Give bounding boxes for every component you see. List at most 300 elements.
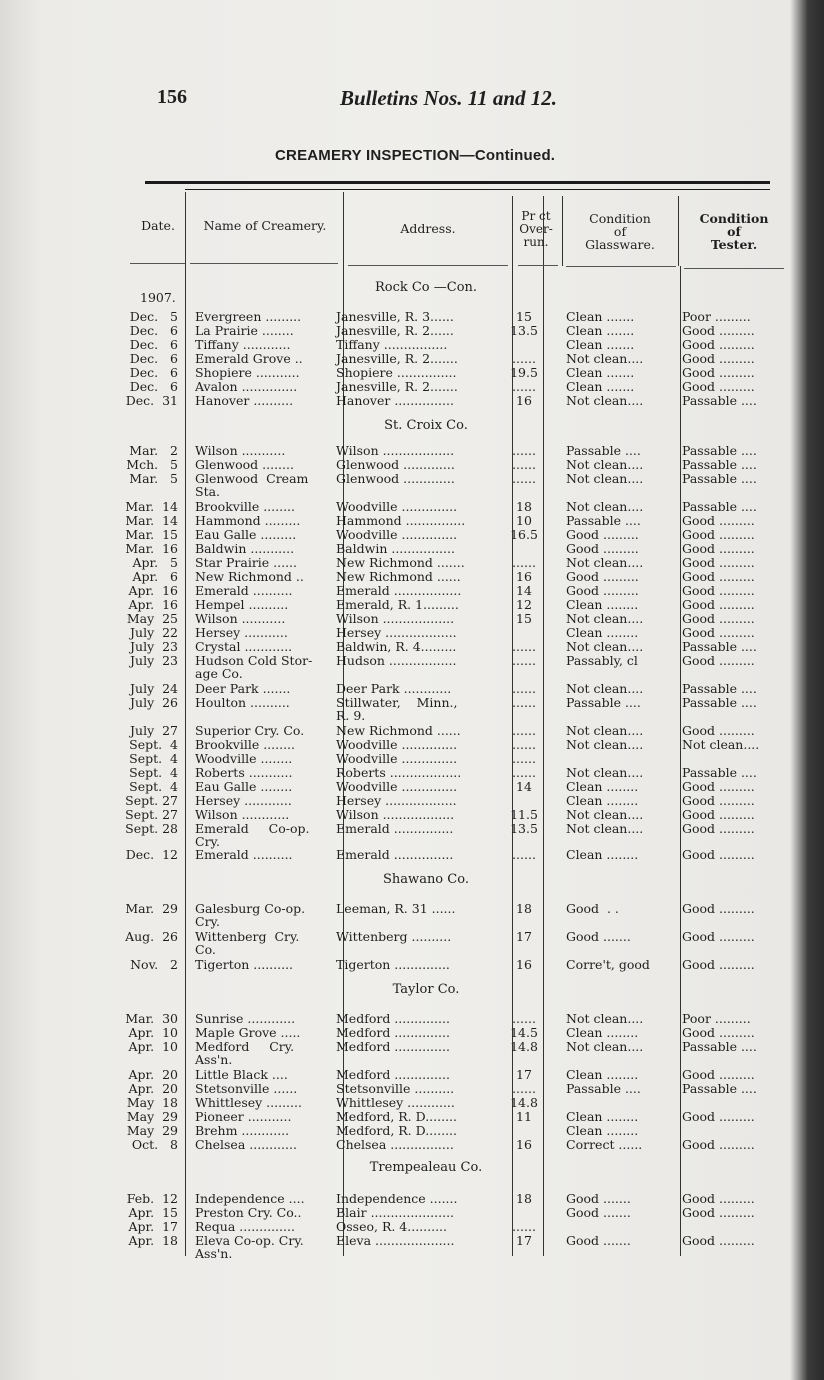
row-glassware-condition: Clean ........ [566, 1123, 639, 1138]
row-overrun: 16 [516, 1137, 532, 1152]
header-glassware-line: of [613, 224, 627, 239]
header-date: Date. [141, 218, 175, 233]
row-glassware-condition: Not clean.... [566, 457, 644, 472]
row-glassware-condition: Not clean.... [566, 737, 644, 752]
row-glassware-condition: Not clean.... [566, 611, 644, 626]
header-overrun [513, 210, 559, 249]
row-overrun: 17 [516, 929, 532, 944]
row-address: Wilson .................. [336, 807, 455, 822]
row-overrun: 14 [516, 583, 532, 598]
row-glassware-condition: Good ....... [566, 929, 631, 944]
row-address: New Richmond ...... [336, 723, 461, 738]
row-creamery-name: Wilson ........... [195, 443, 286, 458]
row-address: Medford .............. [336, 1025, 450, 1040]
county-heading: Trempealeau Co. [369, 1160, 483, 1175]
row-glassware-condition: Not clean.... [566, 821, 644, 836]
row-date: July 23 [130, 639, 178, 654]
row-overrun: 19.5 [510, 365, 538, 380]
row-creamery-name: Star Prairie ...... [195, 555, 298, 570]
row-tester-condition: Good ......... [682, 379, 755, 394]
row-creamery-name: Little Black .... [195, 1067, 288, 1082]
row-date: Mar. 2 [129, 443, 178, 458]
row-creamery-name: Evergreen ......... [195, 309, 302, 324]
row-creamery-name: Independence .... [195, 1191, 305, 1206]
row-date: Sept. 4 [129, 751, 178, 766]
row-glassware-condition: Good ......... [566, 527, 639, 542]
row-tester-condition: Passable .... [682, 1039, 757, 1054]
row-overrun: 16 [516, 569, 532, 584]
row-address: Hersey .................. [336, 793, 457, 808]
row-overrun: 18 [516, 499, 532, 514]
row-tester-condition: Good ......... [682, 611, 755, 626]
row-overrun: ...... [512, 737, 536, 752]
row-address: Emerald ............... [336, 821, 454, 836]
row-address: Hanover ............... [336, 393, 454, 408]
row-overrun: 18 [516, 1191, 532, 1206]
row-creamery-name: Hersey ........... [195, 625, 288, 640]
header-tester-line: of [727, 224, 741, 239]
row-address: Tigerton .............. [336, 957, 450, 972]
row-tester-condition: Good ......... [682, 527, 755, 542]
row-address: Tiffany ................ [336, 337, 448, 352]
row-tester-condition: Good ......... [682, 1109, 755, 1124]
row-address: Chelsea ................ [336, 1137, 454, 1152]
row-address: Hammond ............... [336, 513, 466, 528]
row-creamery-name: Roberts ........... [195, 765, 293, 780]
header-underline [130, 263, 185, 264]
row-overrun: 13.5 [510, 821, 538, 836]
row-tester-condition: Passable .... [682, 639, 757, 654]
row-date: Apr. 17 [128, 1219, 178, 1234]
row-date: Aug. 26 [125, 929, 178, 944]
row-glassware-condition: Passable .... [566, 695, 641, 710]
row-address: Stetsonville .......... [336, 1081, 455, 1096]
row-creamery-name: Glenwood ........ [195, 457, 294, 472]
row-tester-condition: Good ......... [682, 323, 755, 338]
row-address: Shopiere ............... [336, 365, 457, 380]
row-address: Baldwin, R. 4......... [336, 639, 457, 654]
row-creamery-name: Maple Grove ..... [195, 1025, 301, 1040]
header-overrun-line: run. [523, 235, 549, 249]
row-creamery-name: Brookville ........ [195, 499, 295, 514]
row-address: Eleva .................... [336, 1233, 455, 1248]
row-glassware-condition: Not clean.... [566, 1039, 644, 1054]
row-glassware-condition: Passable .... [566, 1081, 641, 1096]
header-tester-line: Condition [699, 211, 769, 226]
row-overrun: ...... [512, 653, 536, 668]
row-glassware-condition: Clean ....... [566, 365, 635, 380]
row-glassware-condition: Clean ....... [566, 309, 635, 324]
row-glassware-condition: Not clean.... [566, 723, 644, 738]
row-tester-condition: Good ......... [682, 625, 755, 640]
row-tester-condition: Not clean.... [682, 737, 760, 752]
row-creamery-name: Glenwood Cream Sta. [195, 471, 309, 499]
row-address: Independence ....... [336, 1191, 458, 1206]
row-creamery-name: Emerald Co-op. Cry. [195, 821, 310, 849]
header-glassware-line: Condition [589, 211, 651, 226]
county-heading: Shawano Co. [383, 872, 469, 887]
row-tester-condition: Good ......... [682, 513, 755, 528]
row-tester-condition: Good ......... [682, 365, 755, 380]
row-tester-condition: Good ......... [682, 541, 755, 556]
row-creamery-name: Brehm ............ [195, 1123, 290, 1138]
row-overrun: ...... [512, 1219, 536, 1234]
row-date: July 23 [130, 653, 178, 668]
row-date: Apr. 16 [128, 583, 178, 598]
row-glassware-condition: Not clean.... [566, 681, 644, 696]
row-address: Woodville .............. [336, 751, 458, 766]
county-heading: Taylor Co. [392, 982, 460, 997]
row-tester-condition: Good ......... [682, 847, 755, 862]
row-address: Wilson .................. [336, 443, 455, 458]
row-address: Glenwood ............. [336, 471, 455, 486]
row-tester-condition: Good ......... [682, 1205, 755, 1220]
header-overrun-line: Pr ct [521, 209, 551, 223]
row-overrun: 15 [516, 611, 532, 626]
row-address: Leeman, R. 31 ...... [336, 901, 456, 916]
row-date: Dec. 6 [129, 365, 178, 380]
row-tester-condition: Good ......... [682, 1137, 755, 1152]
row-creamery-name: Eau Galle ........ [195, 779, 293, 794]
row-creamery-name: Wittenberg Cry. Co. [195, 929, 300, 957]
row-creamery-name: Pioneer ........... [195, 1109, 292, 1124]
row-overrun: ...... [512, 695, 536, 710]
row-address: Janesville, R. 2...... [336, 323, 454, 338]
row-date: May 18 [126, 1095, 178, 1110]
running-title: Bulletins Nos. 11 and 12. [340, 86, 558, 110]
row-glassware-condition: Not clean.... [566, 499, 644, 514]
row-overrun: 18 [516, 901, 532, 916]
column-rule [680, 266, 681, 1256]
row-creamery-name: Tigerton .......... [195, 957, 294, 972]
row-overrun: 14.8 [510, 1095, 538, 1110]
row-address: Blair ..................... [336, 1205, 455, 1220]
row-creamery-name: Houlton .......... [195, 695, 290, 710]
page-number: 156 [157, 86, 187, 108]
row-creamery-name: Requa .............. [195, 1219, 295, 1234]
row-tester-condition: Passable .... [682, 457, 757, 472]
row-creamery-name: Chelsea ............ [195, 1137, 297, 1152]
row-glassware-condition: Not clean.... [566, 393, 644, 408]
row-overrun: ...... [512, 1081, 536, 1096]
row-tester-condition: Good ......... [682, 1025, 755, 1040]
row-date: Apr. 16 [128, 597, 178, 612]
row-address: Deer Park ............ [336, 681, 452, 696]
row-date: Apr. 15 [128, 1205, 178, 1220]
row-address: Emerald ................. [336, 583, 462, 598]
header-name: Name of Creamery. [203, 218, 327, 233]
row-tester-condition: Passable .... [682, 765, 757, 780]
row-glassware-condition: Good ......... [566, 541, 639, 556]
page-title: CREAMERY INSPECTION—Continued. [275, 147, 556, 164]
row-overrun: ...... [512, 555, 536, 570]
column-rule [562, 196, 563, 266]
row-tester-condition: Good ......... [682, 337, 755, 352]
row-date: Oct. 8 [131, 1137, 178, 1152]
header-underline [518, 265, 558, 266]
row-date: May 29 [126, 1123, 178, 1138]
row-date: Mar. 30 [125, 1011, 178, 1026]
row-creamery-name: Eleva Co-op. Cry. Ass'n. [195, 1233, 304, 1261]
row-overrun: 14.8 [510, 1039, 538, 1054]
row-creamery-name: Deer Park ....... [195, 681, 291, 696]
top-rule [145, 181, 770, 184]
row-date: Dec. 5 [129, 309, 178, 324]
row-overrun: ...... [512, 681, 536, 696]
top-rule-thin [185, 189, 770, 190]
row-date: Apr. 5 [132, 555, 178, 570]
row-glassware-condition: Good . . [566, 901, 619, 916]
row-address: Woodville .............. [336, 499, 458, 514]
header-glassware-line: Glassware. [585, 237, 655, 252]
row-tester-condition: Good ......... [682, 653, 755, 668]
row-overrun: 14 [516, 779, 532, 794]
county-heading: St. Croix Co. [384, 418, 468, 433]
row-tester-condition: Good ......... [682, 821, 755, 836]
header-tester [684, 212, 784, 251]
row-address: Wittenberg .......... [336, 929, 452, 944]
row-address: Hersey .................. [336, 625, 457, 640]
row-date: May 25 [126, 611, 178, 626]
county-heading: Rock Co —Con. [374, 280, 478, 295]
row-tester-condition: Good ......... [682, 793, 755, 808]
row-tester-condition: Good ......... [682, 597, 755, 612]
row-tester-condition: Good ......... [682, 1191, 755, 1206]
row-overrun: ...... [512, 443, 536, 458]
row-tester-condition: Good ......... [682, 1067, 755, 1082]
year-label: 1907. [140, 290, 176, 305]
row-glassware-condition: Good ....... [566, 1205, 631, 1220]
row-date: Dec. 6 [129, 379, 178, 394]
column-rule [543, 196, 544, 1256]
row-date: Dec. 6 [129, 323, 178, 338]
row-tester-condition: Good ......... [682, 957, 755, 972]
row-date: Sept. 28 [125, 821, 178, 836]
row-date: Mar. 16 [125, 541, 178, 556]
row-glassware-condition: Not clean.... [566, 639, 644, 654]
row-glassware-condition: Clean ........ [566, 847, 639, 862]
row-tester-condition: Passable .... [682, 499, 757, 514]
column-rule [678, 196, 679, 266]
row-tester-condition: Good ......... [682, 569, 755, 584]
row-tester-condition: Poor ......... [682, 1011, 751, 1026]
row-tester-condition: Good ......... [682, 807, 755, 822]
row-creamery-name: Hersey ............ [195, 793, 292, 808]
row-date: Dec. 31 [125, 393, 178, 408]
row-address: Roberts .................. [336, 765, 462, 780]
row-overrun: 16 [516, 957, 532, 972]
row-address: New Richmond ....... [336, 555, 465, 570]
row-glassware-condition: Clean ........ [566, 779, 639, 794]
row-address: Emerald ............... [336, 847, 454, 862]
row-creamery-name: Superior Cry. Co. [195, 723, 305, 738]
row-address: Janesville, R. 3...... [336, 309, 454, 324]
header-underline [348, 265, 508, 266]
row-date: July 27 [130, 723, 178, 738]
row-creamery-name: Medford Cry. Ass'n. [195, 1039, 295, 1067]
row-creamery-name: Emerald .......... [195, 583, 293, 598]
row-date: July 26 [130, 695, 178, 710]
row-date: Mar. 15 [125, 527, 178, 542]
header-underline [684, 268, 784, 269]
row-date: Apr. 20 [128, 1067, 178, 1082]
column-rule [185, 192, 186, 1256]
row-glassware-condition: Not clean.... [566, 807, 644, 822]
row-creamery-name: Shopiere ........... [195, 365, 300, 380]
row-creamery-name: Woodville ........ [195, 751, 293, 766]
row-overrun: ...... [512, 639, 536, 654]
row-address: Hudson ................. [336, 653, 457, 668]
row-date: Sept. 4 [129, 779, 178, 794]
row-address: Medford, R. D........ [336, 1109, 457, 1124]
row-overrun: 17 [516, 1233, 532, 1248]
row-overrun: ...... [512, 471, 536, 486]
row-glassware-condition: Clean ........ [566, 625, 639, 640]
row-address: Janesville, R. 2....... [336, 351, 458, 366]
row-address: Wilson .................. [336, 611, 455, 626]
row-glassware-condition: Good ....... [566, 1233, 631, 1248]
row-date: Apr. 10 [128, 1039, 178, 1054]
row-overrun: ...... [512, 847, 536, 862]
row-overrun: ...... [512, 751, 536, 766]
row-tester-condition: Good ......... [682, 1233, 755, 1248]
row-glassware-condition: Clean ....... [566, 337, 635, 352]
row-date: Mch. 5 [126, 457, 178, 472]
row-tester-condition: Passable .... [682, 393, 757, 408]
row-address: Osseo, R. 4.......... [336, 1219, 447, 1234]
row-tester-condition: Good ......... [682, 779, 755, 794]
row-glassware-condition: Corre't, good [566, 957, 650, 972]
row-tester-condition: Passable .... [682, 681, 757, 696]
row-date: Apr. 20 [128, 1081, 178, 1096]
row-date: Sept. 27 [125, 807, 178, 822]
row-tester-condition: Passable .... [682, 695, 757, 710]
row-tester-condition: Poor ......... [682, 309, 751, 324]
row-date: Dec. 12 [125, 847, 178, 862]
row-address: Medford, R. D........ [336, 1123, 457, 1138]
row-date: Sept. 27 [125, 793, 178, 808]
row-tester-condition: Good ......... [682, 351, 755, 366]
row-date: Mar. 29 [125, 901, 178, 916]
row-creamery-name: Wilson ............ [195, 807, 290, 822]
row-creamery-name: Hanover .......... [195, 393, 294, 408]
row-address: Whittlesey ............ [336, 1095, 455, 1110]
row-date: July 22 [130, 625, 178, 640]
row-creamery-name: Eau Galle ......... [195, 527, 297, 542]
row-address: Woodville .............. [336, 527, 458, 542]
row-overrun: 15 [516, 309, 532, 324]
row-overrun: 16.5 [510, 527, 538, 542]
row-creamery-name: Avalon .............. [195, 379, 298, 394]
row-date: Sept. 4 [129, 765, 178, 780]
row-creamery-name: Tiffany ............ [195, 337, 291, 352]
row-creamery-name: Hammond ......... [195, 513, 301, 528]
row-address: Woodville .............. [336, 779, 458, 794]
row-glassware-condition: Not clean.... [566, 555, 644, 570]
row-glassware-condition: Good ......... [566, 583, 639, 598]
row-glassware-condition: Not clean.... [566, 471, 644, 486]
row-glassware-condition: Clean ........ [566, 1067, 639, 1082]
row-creamery-name: Emerald .......... [195, 847, 293, 862]
row-glassware-condition: Good ......... [566, 569, 639, 584]
row-creamery-name: Crystal ............ [195, 639, 293, 654]
row-creamery-name: Emerald Grove .. [195, 351, 303, 366]
header-underline [566, 266, 676, 267]
row-glassware-condition: Not clean.... [566, 1011, 644, 1026]
row-overrun: 14.5 [510, 1025, 538, 1040]
row-address: Medford .............. [336, 1011, 450, 1026]
row-overrun: ...... [512, 351, 536, 366]
row-glassware-condition: Clean ........ [566, 1109, 639, 1124]
header-tester-line: Tester. [710, 237, 758, 252]
row-tester-condition: Good ......... [682, 583, 755, 598]
row-overrun: ...... [512, 723, 536, 738]
row-creamery-name: Galesburg Co-op. Cry. [195, 901, 306, 929]
row-date: May 29 [126, 1109, 178, 1124]
row-date: Sept. 4 [129, 737, 178, 752]
row-overrun: 11.5 [510, 807, 538, 822]
row-date: Apr. 10 [128, 1025, 178, 1040]
row-creamery-name: New Richmond .. [195, 569, 304, 584]
row-glassware-condition: Good ....... [566, 1191, 631, 1206]
row-address: Janesville, R. 2....... [336, 379, 458, 394]
row-creamery-name: Sunrise ............ [195, 1011, 296, 1026]
row-glassware-condition: Passably, cl [566, 653, 638, 668]
row-creamery-name: Wilson ........... [195, 611, 286, 626]
row-tester-condition: Good ......... [682, 723, 755, 738]
row-address: Emerald, R. 1......... [336, 597, 459, 612]
row-creamery-name: Stetsonville ...... [195, 1081, 298, 1096]
row-date: Mar. 14 [125, 513, 178, 528]
row-creamery-name: Preston Cry. Co.. [195, 1205, 302, 1220]
row-creamery-name: Brookville ........ [195, 737, 295, 752]
row-date: Dec. 6 [129, 351, 178, 366]
header-address: Address. [400, 221, 456, 236]
row-overrun: 13.5 [510, 323, 538, 338]
row-glassware-condition: Correct ...... [566, 1137, 643, 1152]
row-overrun: ...... [512, 379, 536, 394]
row-overrun: ...... [512, 457, 536, 472]
row-glassware-condition: Clean ....... [566, 379, 635, 394]
header-glassware [564, 212, 676, 251]
row-date: Apr. 18 [128, 1233, 178, 1248]
row-overrun: ...... [512, 1011, 536, 1026]
row-date: Mar. 5 [129, 471, 178, 486]
row-tester-condition: Good ......... [682, 555, 755, 570]
row-address: Stillwater, Minn., R. 9. [336, 695, 458, 723]
row-address: Medford .............. [336, 1067, 450, 1082]
row-address: Woodville .............. [336, 737, 458, 752]
row-date: Feb. 12 [126, 1191, 178, 1206]
row-address: Glenwood ............. [336, 457, 455, 472]
row-address: Baldwin ................ [336, 541, 455, 556]
row-glassware-condition: Not clean.... [566, 351, 644, 366]
row-overrun: 12 [516, 597, 532, 612]
row-date: Apr. 6 [132, 569, 178, 584]
row-date: Mar. 14 [125, 499, 178, 514]
row-tester-condition: Passable .... [682, 443, 757, 458]
row-glassware-condition: Passable .... [566, 443, 641, 458]
row-tester-condition: Good ......... [682, 929, 755, 944]
row-tester-condition: Passable .... [682, 1081, 757, 1096]
row-address: New Richmond ...... [336, 569, 461, 584]
row-tester-condition: Good ......... [682, 901, 755, 916]
row-creamery-name: La Prairie ........ [195, 323, 294, 338]
row-overrun: 16 [516, 393, 532, 408]
row-glassware-condition: Clean ....... [566, 323, 635, 338]
row-creamery-name: Baldwin ........... [195, 541, 295, 556]
row-glassware-condition: Clean ........ [566, 1025, 639, 1040]
